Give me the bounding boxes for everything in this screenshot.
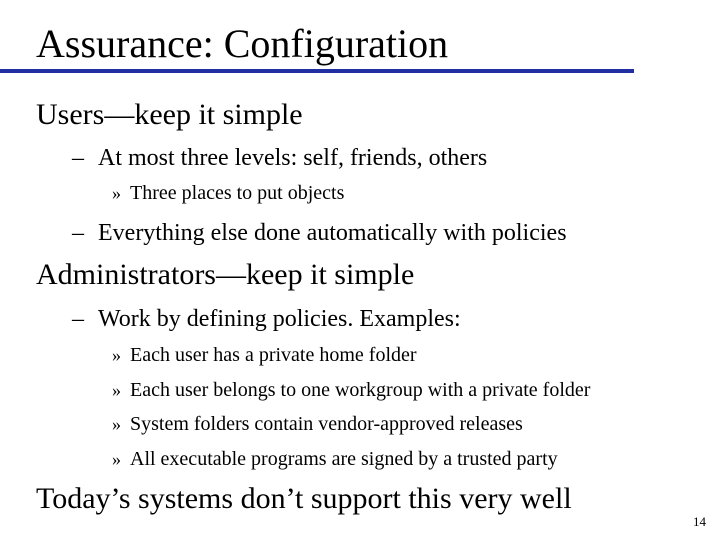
bullet-everything-else (72, 218, 567, 248)
dash-marker: – (72, 220, 84, 246)
chevron-marker: » (112, 449, 121, 469)
bullet-workgroup (112, 377, 590, 403)
bullet-text: At most three levels: self, friends, others (98, 145, 488, 171)
title-underline (0, 69, 634, 73)
page-number: 14 (693, 514, 706, 529)
bullet-text: Users—keep it simple (36, 98, 303, 131)
bullet-text: All executable programs are signed by a trusted party (130, 448, 558, 470)
dash-marker: – (72, 145, 84, 171)
bullet-text: System folders contain vendor-approved releases (130, 413, 523, 435)
bullet-defining-policies (72, 304, 461, 334)
bullet-users (36, 97, 303, 133)
slide-title: Assurance: Configuration (36, 21, 449, 66)
chevron-marker: » (112, 380, 121, 400)
bullet-home-folder (112, 342, 417, 368)
bullet-administrators (36, 257, 414, 293)
bullet-text: Each user has a private home folder (130, 344, 417, 366)
bullet-text: Each user belongs to one workgroup with a private folder (130, 379, 591, 401)
dash-marker: – (72, 306, 84, 332)
bullet-text: Administrators—keep it simple (36, 258, 415, 291)
bullet-text: Today’s systems don’t support this very well (36, 482, 572, 515)
chevron-marker: » (112, 345, 121, 365)
bullet-system-folders (112, 411, 523, 437)
bullet-three-places (112, 180, 344, 206)
bullet-text: Work by defining policies. Examples: (98, 306, 461, 332)
chevron-marker: » (112, 183, 121, 203)
bullet-signed-programs (112, 446, 558, 472)
chevron-marker: » (112, 414, 121, 434)
bullet-three-levels (72, 143, 487, 173)
bullet-todays-systems (36, 481, 572, 517)
bullet-text: Everything else done automatically with policies (98, 220, 567, 246)
bullet-text: Three places to put objects (130, 182, 345, 204)
